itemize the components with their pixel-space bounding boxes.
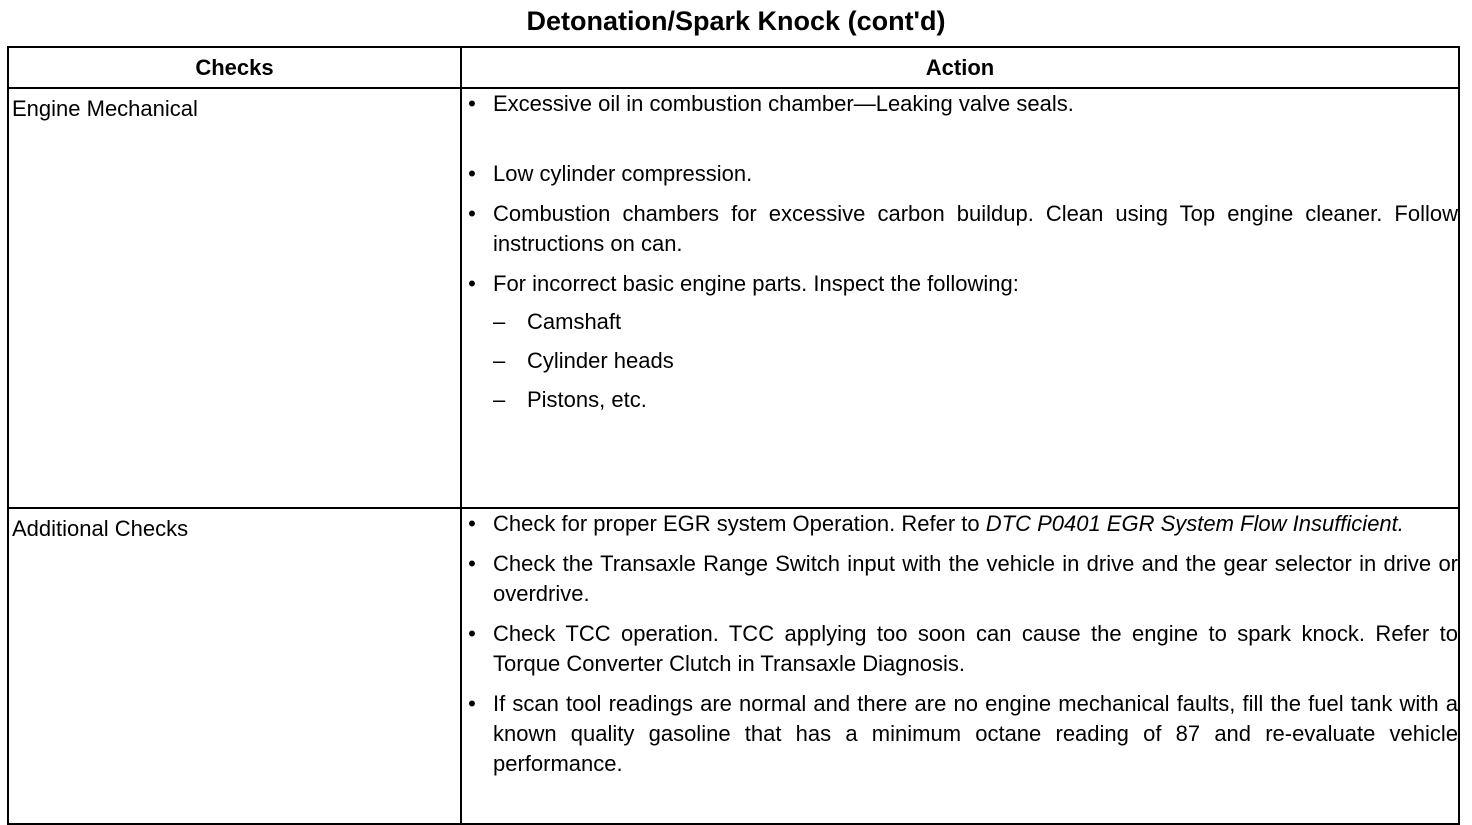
sub-item-text: Pistons, etc. xyxy=(527,387,647,412)
reference-link[interactable]: DTC P0401 EGR System Flow Insufficient. xyxy=(985,511,1404,536)
action-text: Check TCC operation. TCC applying too soon can cause the engine to spark knock. Refer to Torque Converter Clutch in Transaxle Diagnosis. xyxy=(493,621,1458,676)
list-item xyxy=(462,509,1458,539)
list-item xyxy=(462,269,1458,415)
bullet-icon: • xyxy=(468,91,476,116)
action-text: Low cylinder compression. xyxy=(493,161,753,186)
dash-icon: – xyxy=(493,348,506,373)
check-cell xyxy=(8,88,461,508)
dash-icon: – xyxy=(493,309,506,334)
bullet-icon: • xyxy=(468,201,476,226)
action-text: If scan tool readings are normal and there are no engine mechanical faults, fill the fuel tank with a known quality gasoline that has a minimum octane reading of 87 and re-evaluate vehicle performance. xyxy=(493,691,1458,776)
list-item xyxy=(462,89,1458,119)
header-checks: Checks xyxy=(8,47,461,88)
list-item xyxy=(462,159,1458,189)
table-header-row xyxy=(8,47,1459,88)
list-item xyxy=(462,199,1458,259)
bullet-icon: • xyxy=(468,691,476,716)
action-cell xyxy=(461,88,1459,508)
table-row xyxy=(8,88,1459,508)
list-item xyxy=(462,689,1458,779)
sub-list-item xyxy=(493,307,1458,337)
sub-list-item xyxy=(493,346,1458,376)
action-cell xyxy=(461,508,1459,824)
bullet-icon: • xyxy=(468,621,476,646)
action-text: For incorrect basic engine parts. Inspect the following: xyxy=(493,271,1019,296)
check-label-additional-checks: Additional Checks xyxy=(12,516,189,541)
page-title: Detonation/Spark Knock (cont'd) xyxy=(526,6,946,36)
sub-item-text: Cylinder heads xyxy=(527,348,674,373)
bullet-icon: • xyxy=(468,511,476,536)
sub-list-item xyxy=(493,385,1458,415)
list-item xyxy=(462,549,1458,609)
action-list xyxy=(462,89,1458,415)
list-item xyxy=(462,619,1458,679)
bullet-icon: • xyxy=(468,551,476,576)
bullet-icon: • xyxy=(468,161,476,186)
bullet-icon: • xyxy=(468,271,476,296)
check-cell xyxy=(8,508,461,824)
dash-icon: – xyxy=(493,387,506,412)
check-label-engine-mechanical: Engine Mechanical xyxy=(12,96,198,121)
table-row xyxy=(8,508,1459,824)
sub-list xyxy=(493,307,1458,415)
action-text: Check the Transaxle Range Switch input with the vehicle in drive and the gear selector in drive or overdrive. xyxy=(493,551,1458,606)
action-text: Excessive oil in combustion chamber—Leaking valve seals. xyxy=(493,91,1074,116)
action-list xyxy=(462,509,1458,779)
checks-table xyxy=(7,46,1460,825)
action-text: Check for proper EGR system Operation. Refer to xyxy=(493,511,986,536)
action-text: Combustion chambers for excessive carbon buildup. Clean using Top engine cleaner. Follow instructions on can. xyxy=(493,201,1458,256)
sub-item-text: Camshaft xyxy=(527,309,622,334)
header-action: Action xyxy=(461,47,1459,88)
